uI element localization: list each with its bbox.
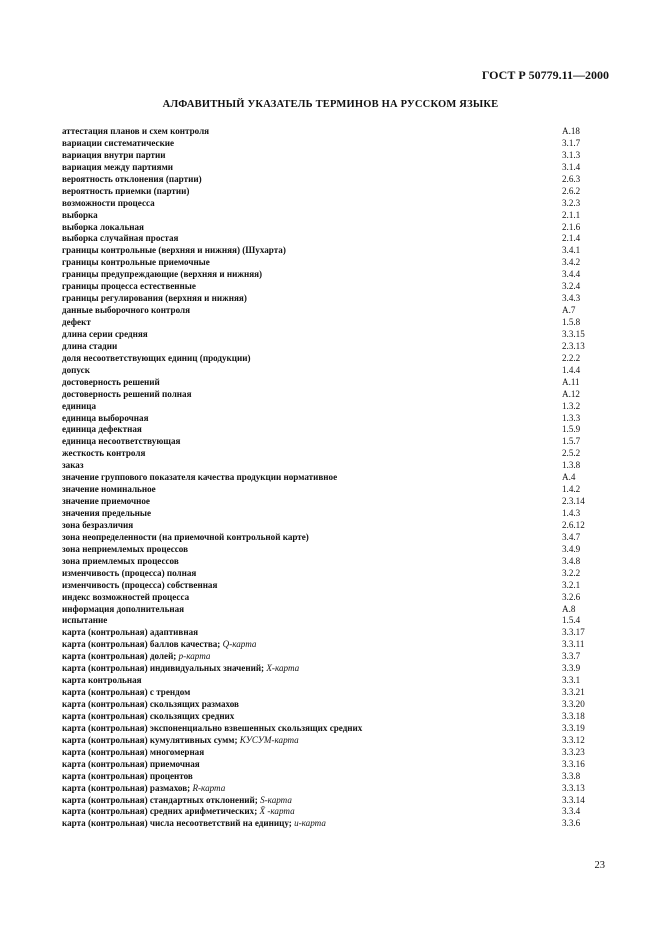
index-ref: 3.3.1 <box>562 675 581 686</box>
index-ref: 3.4.9 <box>562 543 581 554</box>
index-entry <box>62 126 610 138</box>
index-term <box>62 675 562 687</box>
index-entry <box>62 699 610 711</box>
index-entry <box>62 783 610 795</box>
index-ref: 3.3.20 <box>562 699 585 709</box>
index-term <box>62 747 562 759</box>
index-term <box>62 186 562 198</box>
index-term <box>62 353 562 365</box>
index-term <box>62 472 562 484</box>
index-ref: 1.5.7 <box>562 436 581 447</box>
index-entry <box>62 424 610 436</box>
index-term <box>62 245 562 257</box>
index-term-symbol: p-карта <box>178 651 211 662</box>
index-term-text: достоверность решений полная <box>62 388 192 399</box>
index-entry <box>62 150 610 162</box>
index-term <box>62 460 562 472</box>
index-term <box>62 604 562 616</box>
index-term <box>62 723 562 735</box>
index-ref: 3.3.7 <box>562 651 581 662</box>
index-term <box>62 413 562 425</box>
index-term-text: значение группового показателя качества продукции нормативное <box>62 472 338 483</box>
index-term-text: карта (контрольная) с трендом <box>62 687 191 698</box>
index-ref: 2.5.2 <box>562 448 581 459</box>
index-ref: 1.4.2 <box>562 484 581 495</box>
index-term <box>62 496 562 508</box>
index-entry <box>62 162 610 174</box>
index-term-text: границы процесса естественные <box>62 281 196 292</box>
index-entry <box>62 615 610 627</box>
index-term <box>62 317 562 329</box>
index-entry <box>62 508 610 520</box>
index-term <box>62 257 562 269</box>
index-entry <box>62 687 610 699</box>
index-entry <box>62 317 610 329</box>
index-entry <box>62 592 610 604</box>
index-entry <box>62 747 610 759</box>
index-term <box>62 699 562 711</box>
index-term-text: вариации систематические <box>62 137 175 148</box>
index-term <box>62 162 562 174</box>
index-term-text: границы контрольные (верхняя и нижняя) (Шухарта) <box>62 245 286 256</box>
index-term <box>62 198 562 210</box>
index-ref: 2.6.3 <box>562 173 581 184</box>
index-term-symbol: R-карта <box>192 782 226 793</box>
index-ref: 1.3.3 <box>562 412 581 423</box>
index-ref: 2.1.1 <box>562 209 581 220</box>
index-ref: 1.5.9 <box>562 424 581 435</box>
index-term-text: значение приемочное <box>62 496 150 507</box>
index-ref: 3.3.4 <box>562 806 581 817</box>
index-entry <box>62 735 610 747</box>
index-term <box>62 281 562 293</box>
index-term <box>62 126 562 138</box>
index-term <box>62 818 562 830</box>
index-ref: 3.2.2 <box>562 567 581 578</box>
index-entry <box>62 413 610 425</box>
index-ref: 1.5.8 <box>562 317 581 327</box>
index-ref: 3.4.2 <box>562 257 581 268</box>
index-term <box>62 627 562 639</box>
index-entry <box>62 353 610 365</box>
index-entry <box>62 580 610 592</box>
index-term-text: возможности процесса <box>62 197 155 208</box>
index-term <box>62 795 562 807</box>
index-entry <box>62 723 610 735</box>
index-entry <box>62 210 610 222</box>
index-entry <box>62 532 610 544</box>
index-term-text: индекс возможностей процесса <box>62 591 190 602</box>
index-ref: 3.1.3 <box>562 149 581 160</box>
index-entry <box>62 138 610 150</box>
index-term <box>62 222 562 234</box>
index-ref: 2.6.12 <box>562 519 585 530</box>
index-entry <box>62 329 610 341</box>
index-term-text: данные выборочного контроля <box>62 305 191 316</box>
index-entry <box>62 448 610 460</box>
index-ref: 3.4.1 <box>562 245 581 256</box>
index-ref: 3.3.18 <box>562 710 585 721</box>
index-term-text: границы контрольные приемочные <box>62 257 210 268</box>
index-term-symbol: u-карта <box>294 818 326 829</box>
index-term <box>62 771 562 783</box>
index-term <box>62 735 562 747</box>
index-term <box>62 436 562 448</box>
index-entry <box>62 795 610 807</box>
document-code: ГОСТ Р 50779.11—2000 <box>481 68 609 82</box>
index-entry <box>62 806 610 818</box>
index-term-text: изменчивость (процесса) собственная <box>62 579 218 590</box>
index-ref: 3.4.3 <box>562 293 581 304</box>
index-entry <box>62 556 610 568</box>
index-term-symbol: Q-карта <box>222 639 257 650</box>
index-term <box>62 663 562 675</box>
index-term-text: значение номинальное <box>62 484 156 495</box>
index-ref: A.7 <box>562 305 576 316</box>
index-term-text: карта (контрольная) экспоненциально взвешенных скользящих средних <box>62 722 363 733</box>
index-ref: 3.3.17 <box>562 627 585 638</box>
index-term-text: границы регулирования (верхняя и нижняя) <box>62 293 247 304</box>
index-term-text: карта (контрольная) кумулятивных сумм; <box>62 734 238 745</box>
index-ref: 2.3.13 <box>562 340 585 351</box>
index-ref: 3.4.4 <box>562 269 581 280</box>
index-term <box>62 639 562 651</box>
index-entry <box>62 245 610 257</box>
index-ref: 3.3.11 <box>562 639 585 650</box>
index-term <box>62 520 562 532</box>
index-ref: 3.4.8 <box>562 555 581 566</box>
index-entry <box>62 771 610 783</box>
index-ref: 2.1.4 <box>562 233 581 244</box>
index-term <box>62 508 562 520</box>
index-term-text: дефект <box>62 317 91 327</box>
index-term <box>62 568 562 580</box>
index-term-text: значения предельные <box>62 508 152 518</box>
index-term-text: вероятность приемки (партии) <box>62 185 190 196</box>
index-ref: 1.4.4 <box>562 364 581 375</box>
index-ref: 3.1.7 <box>562 137 581 148</box>
index-ref: 3.2.6 <box>562 591 581 602</box>
index-term-text: выборка локальная <box>62 221 144 232</box>
index-term-text: карта (контрольная) индивидуальных значений; <box>62 663 265 674</box>
index-entry <box>62 293 610 305</box>
index-term <box>62 592 562 604</box>
index-ref: 2.6.2 <box>562 185 581 196</box>
index-entry <box>62 401 610 413</box>
index-ref: A.8 <box>562 603 576 614</box>
index-term <box>62 544 562 556</box>
index-term-text: достоверность решений <box>62 376 160 387</box>
index-term <box>62 615 562 627</box>
index-term <box>62 711 562 723</box>
index-term-text: карта (контрольная) числа несоответствий на единицу; <box>62 818 292 829</box>
index-ref: 2.2.2 <box>562 352 581 363</box>
index-entry <box>62 460 610 472</box>
index-ref: 1.3.2 <box>562 400 581 411</box>
index-term-text: карта (контрольная) стандартных отклонений; <box>62 794 258 805</box>
index-ref: 3.3.8 <box>562 770 581 781</box>
index-term-text: доля несоответствующих единиц (продукции) <box>62 352 251 363</box>
index-ref: A.4 <box>562 472 576 483</box>
index-entry <box>62 281 610 293</box>
index-ref: 3.2.1 <box>562 579 581 590</box>
index-term <box>62 580 562 592</box>
index-term-text: карта (контрольная) средних арифметических; <box>62 806 258 817</box>
index-entry <box>62 365 610 377</box>
index-entry <box>62 389 610 401</box>
index-term <box>62 759 562 771</box>
index-ref: 3.3.14 <box>562 794 585 805</box>
index-term-text: жесткость контроля <box>62 448 146 459</box>
index-term-text: единица дефектная <box>62 424 142 435</box>
index-term-text: единица <box>62 400 97 411</box>
index-entry <box>62 222 610 234</box>
index-term-text: зона безразличия <box>62 519 134 530</box>
index-ref: 3.2.3 <box>562 197 581 208</box>
index-term-text: зона неопределенности (на приемочной контрольной карте) <box>62 531 309 542</box>
index-ref: A.12 <box>562 388 580 399</box>
index-term-text: выборка <box>62 209 98 220</box>
index-term-symbol: КУСУМ-карта <box>239 734 299 745</box>
index-term-text: длина стадии <box>62 340 118 351</box>
index-entry <box>62 496 610 508</box>
index-term-text: границы предупреждающие (верхняя и нижняя) <box>62 269 263 280</box>
index-term-text: вариация внутри партии <box>62 149 166 160</box>
index-ref: 3.3.13 <box>562 782 585 793</box>
index-entry <box>62 233 610 245</box>
index-entry <box>62 186 610 198</box>
index-entry <box>62 663 610 675</box>
index-ref: 1.4.3 <box>562 508 581 518</box>
index-title: АЛФАВИТНЫЙ УКАЗАТЕЛЬ ТЕРМИНОВ НА РУССКОМ ЯЗЫКЕ <box>162 99 499 110</box>
index-entry <box>62 174 610 186</box>
index-term <box>62 233 562 245</box>
index-term-text: карта (контрольная) скользящих средних <box>62 710 235 721</box>
index-term-text: единица несоответствующая <box>62 436 181 447</box>
index-ref: 3.3.19 <box>562 722 585 733</box>
index-term <box>62 269 562 281</box>
index-entry <box>62 711 610 723</box>
index-entry <box>62 568 610 580</box>
index-ref: 1.3.8 <box>562 460 581 471</box>
index-term <box>62 484 562 496</box>
index-ref: 1.5.4 <box>562 615 581 626</box>
index-term <box>62 174 562 186</box>
index-term-text: карта (контрольная) процентов <box>62 770 193 781</box>
index-term-text: вариация между партиями <box>62 161 174 172</box>
index-ref: 3.3.16 <box>562 758 585 769</box>
index-ref: A.18 <box>562 126 580 136</box>
index-term <box>62 556 562 568</box>
index-term <box>62 150 562 162</box>
index-term <box>62 329 562 341</box>
index-term-text: изменчивость (процесса) полная <box>62 567 197 578</box>
index-ref: 3.3.6 <box>562 818 581 829</box>
index-term-text: испытание <box>62 615 108 626</box>
index-term-text: карта (контрольная) скользящих размахов <box>62 699 239 709</box>
index-entry <box>62 436 610 448</box>
index-term <box>62 365 562 377</box>
index-term <box>62 341 562 353</box>
index-term <box>62 138 562 150</box>
index-entry <box>62 341 610 353</box>
index-entry <box>62 484 610 496</box>
index-ref: 3.2.4 <box>562 281 581 292</box>
index-term-text: зона приемлемых процессов <box>62 555 179 566</box>
index-ref: 3.3.9 <box>562 663 581 674</box>
index-term <box>62 448 562 460</box>
index-entry <box>62 639 610 651</box>
index-term-text: карта (контрольная) долей; <box>62 651 177 662</box>
index-term-text: выборка случайная простая <box>62 233 179 244</box>
index-ref: 3.4.7 <box>562 531 581 542</box>
index-entry <box>62 818 610 830</box>
index-term <box>62 305 562 317</box>
index-term <box>62 293 562 305</box>
index-entry <box>62 604 610 616</box>
page-number: 23 <box>594 860 605 871</box>
index-term-text: карта (контрольная) адаптивная <box>62 627 199 638</box>
index-entry <box>62 472 610 484</box>
index-ref: 3.3.12 <box>562 734 585 745</box>
index-entry <box>62 305 610 317</box>
index-entry <box>62 269 610 281</box>
index-term <box>62 424 562 436</box>
index-term <box>62 783 562 795</box>
index-ref: 2.3.14 <box>562 496 585 507</box>
index-entry <box>62 198 610 210</box>
index-term <box>62 651 562 663</box>
index-term <box>62 389 562 401</box>
index-entry <box>62 675 610 687</box>
index-term <box>62 210 562 222</box>
index-entry <box>62 759 610 771</box>
index-term <box>62 377 562 389</box>
index-term-text: аттестация планов и схем контроля <box>62 126 210 136</box>
term-index-list <box>62 126 610 830</box>
index-ref: 3.3.23 <box>562 746 585 757</box>
index-ref: 3.1.4 <box>562 161 581 172</box>
index-term-text: карта контрольная <box>62 675 142 686</box>
index-entry <box>62 627 610 639</box>
index-entry <box>62 520 610 532</box>
index-term-text: карта (контрольная) многомерная <box>62 746 205 757</box>
index-ref: A.11 <box>562 376 580 387</box>
index-term-text: длина серии средняя <box>62 328 148 339</box>
index-ref: 2.1.6 <box>562 221 581 232</box>
index-term <box>62 806 562 818</box>
index-term-text: вероятность отклонения (партии) <box>62 173 202 184</box>
index-term-text: информация дополнительная <box>62 603 185 614</box>
index-term-text: заказ <box>62 460 84 471</box>
index-term-symbol: X̄ -карта <box>259 806 295 817</box>
index-term-symbol: X-карта <box>266 663 300 674</box>
index-entry <box>62 651 610 663</box>
index-ref: 3.3.21 <box>562 687 585 698</box>
index-entry <box>62 544 610 556</box>
index-term <box>62 532 562 544</box>
index-entry <box>62 257 610 269</box>
index-term-text: карта (контрольная) баллов качества; <box>62 639 221 650</box>
index-term <box>62 687 562 699</box>
index-term-text: карта (контрольная) приемочная <box>62 758 200 769</box>
index-term-text: зона неприемлемых процессов <box>62 543 189 554</box>
index-term-text: допуск <box>62 364 90 375</box>
index-term <box>62 401 562 413</box>
index-term-symbol: S-карта <box>260 794 292 805</box>
index-ref: 3.3.15 <box>562 328 585 339</box>
index-term-text: карта (контрольная) размахов; <box>62 782 191 793</box>
index-entry <box>62 377 610 389</box>
index-term-text: единица выборочная <box>62 412 149 423</box>
